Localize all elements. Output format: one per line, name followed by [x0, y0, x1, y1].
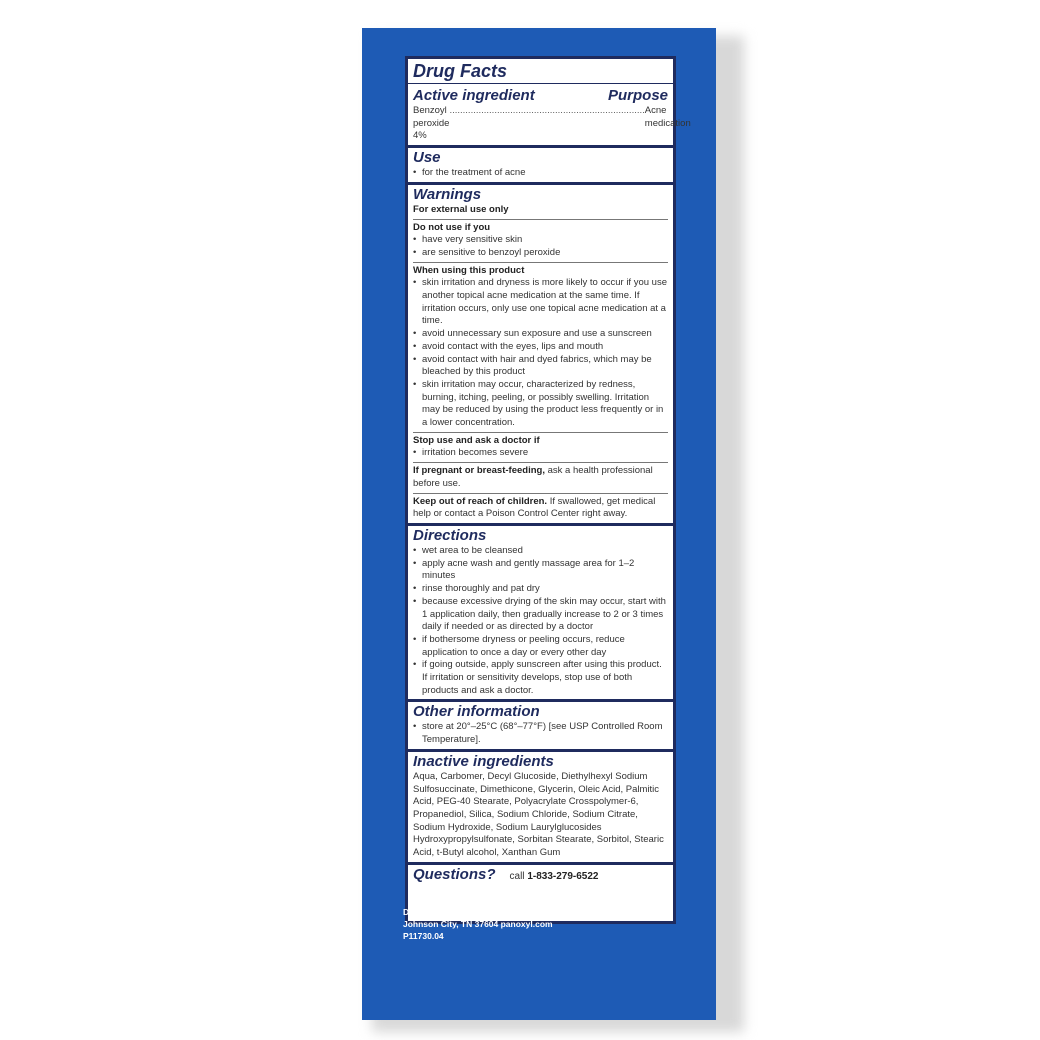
active-ingredient-purpose: Acne medication: [644, 105, 691, 129]
list-item: • if bothersome dryness or peeling occurs, reduce application to once a day or every other day: [413, 633, 625, 658]
list-item: • store at 20°–25°C (68°–77°F) [see USP Controlled Room Temperature].: [413, 721, 663, 746]
pregnancy-warning: If pregnant or breast-feeding, ask a health professional before use.: [413, 462, 668, 490]
list-item: • if going outside, apply sunscreen after using this product. If irritation or sensitivity develops, stop use of both products and ask a doctor.: [413, 659, 662, 696]
use-heading: Use: [413, 149, 441, 167]
questions-heading: Questions?: [413, 865, 496, 883]
list-item: • skin irritation may occur, characterized by redness, burning, itching, peeling, or possibly swelling. Irritation may be reduced by using the product less frequently or in a lower concentration.: [413, 378, 664, 429]
active-ingredient-heading-row: [413, 86, 668, 105]
list-item: • irritation becomes severe: [413, 447, 529, 459]
list-item: • avoid contact with the eyes, lips and mouth: [413, 340, 604, 352]
list-item: • for the treatment of acne: [413, 167, 526, 179]
children-warning: Keep out of reach of children. If swallowed, get medical help or contact a Poison Control Center right away.: [413, 493, 668, 521]
drug-facts-panel: [405, 56, 691, 924]
list-item: • skin irritation and dryness is more likely to occur if you use another topical acne medication at the same time. If irritation occurs, only use one topical acne medication at a time.: [413, 277, 667, 327]
directions-section: [408, 526, 673, 702]
do-not-use-heading: Do not use if you: [413, 221, 491, 233]
active-ingredient-name: Benzoyl peroxide 4%: [413, 105, 450, 142]
list-item: • wet area to be cleansed: [413, 544, 523, 556]
drug-facts-header-section: [408, 59, 691, 148]
other-information-heading: Other information: [413, 703, 540, 721]
leader-dots: ..........................................................................: [449, 105, 645, 116]
questions-contact: call 1-833-279-6522: [509, 870, 599, 882]
phone-number: 1-833-279-6522: [527, 870, 599, 882]
product-code: P11730.04: [403, 931, 444, 941]
do-not-use-block: [413, 219, 668, 260]
list-item: • avoid contact with hair and dyed fabrics, which may be bleached by this product: [413, 353, 652, 378]
when-using-block: [413, 262, 668, 430]
warnings-heading: Warnings: [413, 185, 482, 203]
list-item: • have very sensitive skin: [413, 234, 523, 246]
stop-use-heading: Stop use and ask a doctor if: [413, 434, 540, 446]
list-item: • avoid unnecessary sun exposure and use a sunscreen: [413, 328, 652, 340]
warnings-section: [408, 185, 673, 526]
other-information-section: [408, 702, 673, 751]
inactive-ingredients-section: [408, 752, 673, 865]
active-ingredient-heading: Active ingredient: [413, 87, 535, 104]
stop-use-block: [413, 432, 668, 460]
questions-section: [408, 865, 673, 886]
when-using-heading: When using this product: [413, 264, 525, 276]
product-box-side: [362, 28, 716, 1020]
inactive-ingredients-list: Aqua, Carbomer, Decyl Glucoside, Diethylhexyl Sodium Sulfosuccinate, Dimethicone, Glycerin, Oleic Acid, Palmitic Acid, PEG-40 Stearate, Polyacrylate Crosspolymer-6, Propanediol, Silica, Sodium Chloride, Sodium Citrate, Sodium Hydroxide, Sodium Laurylglucosides Hydroxypropylsulfonate, Sorbitan Stearate, Sorbitol, Stearic Acid, t-Butyl alcohol, Xanthan Gum: [413, 770, 664, 859]
inactive-ingredients-heading: Inactive ingredients: [413, 752, 554, 770]
drug-facts-title: Drug Facts: [408, 59, 673, 84]
list-item: • apply acne wash and gently massage area for 1–2 minutes: [413, 557, 635, 582]
distributor-info: [403, 906, 565, 942]
external-use-note: For external use only: [413, 203, 509, 215]
purpose-heading: Purpose: [607, 87, 668, 104]
active-ingredient-row: [413, 105, 691, 143]
list-item: • are sensitive to benzoyl peroxide: [413, 246, 561, 258]
address-line: Johnson City, TN 37604 panoxyl.com: [403, 919, 553, 929]
directions-heading: Directions: [413, 526, 487, 544]
list-item: • because excessive drying of the skin may occur, start with 1 application daily, then gradually increase to 2 or 3 times daily if needed or as directed by a doctor: [413, 595, 666, 633]
distributor-line: Distributed by: Crown Laboratories, Inc.: [403, 907, 565, 917]
list-item: • rinse thoroughly and pat dry: [413, 583, 540, 595]
use-section: [408, 148, 673, 185]
